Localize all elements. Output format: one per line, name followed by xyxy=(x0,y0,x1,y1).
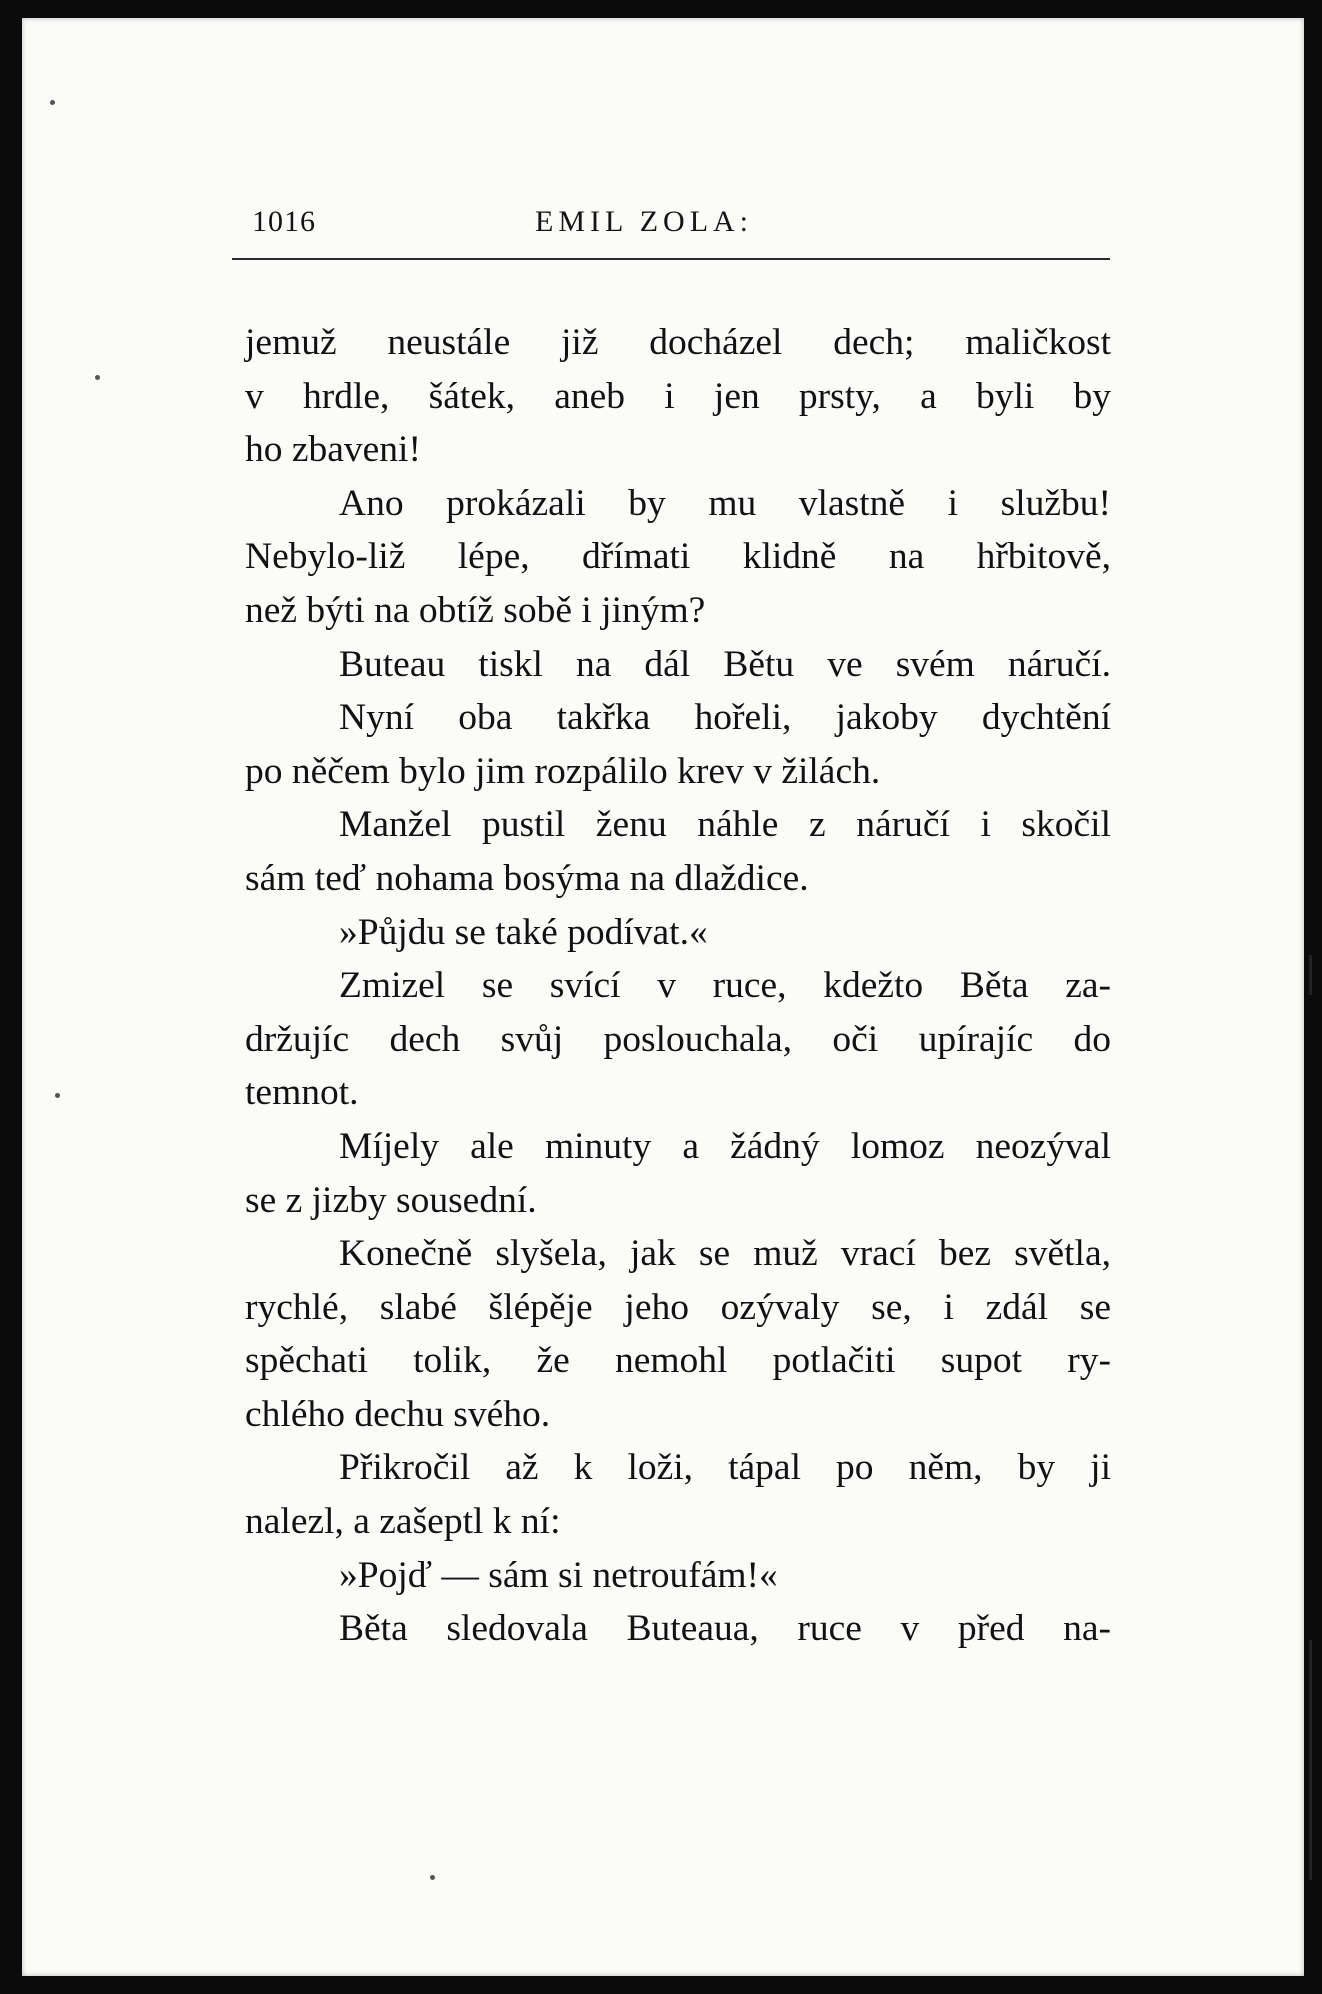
text-line: Ano prokázali by mu vlastně i službu! xyxy=(339,482,1111,524)
text-line: nalezl, a zašeptl k ní: xyxy=(245,1501,561,1543)
page-edge-mark xyxy=(1309,1640,1312,1880)
text-line: Buteau tiskl na dál Bětu ve svém náručí. xyxy=(339,643,1111,685)
text-line: se z jizby sousední. xyxy=(245,1179,537,1221)
text-line: Nyní oba takřka hořeli, jakoby dychtění xyxy=(339,697,1111,739)
page-header xyxy=(225,205,1110,245)
paper-speck xyxy=(430,1875,435,1880)
text-line: v hrdle, šátek, aneb i jen prsty, a byli by xyxy=(245,375,1111,417)
text-line: než býti na obtíž sobě i jiným? xyxy=(245,589,706,631)
text-line: ho zbaveni! xyxy=(245,429,421,471)
paper-speck xyxy=(95,375,100,380)
text-line: Zmizel se svící v ruce, kdežto Běta za- xyxy=(339,965,1111,1007)
text-line: »Pojď — sám si netroufám!« xyxy=(339,1554,778,1596)
body-text xyxy=(245,316,1111,1656)
text-line: Manžel pustil ženu náhle z náručí i skočil xyxy=(339,804,1111,846)
page-number: 1016 xyxy=(252,205,316,238)
text-line: Přikročil až k loži, tápal po něm, by ji xyxy=(339,1447,1111,1489)
paper-speck xyxy=(55,1093,60,1098)
text-line: temnot. xyxy=(245,1072,359,1114)
text-line: sám teď nohama bosýma na dlaždice. xyxy=(245,857,809,899)
text-line: jemuž neustále již docházel dech; maličkost xyxy=(245,322,1111,363)
paper-speck xyxy=(50,100,55,105)
text-line: držujíc dech svůj poslouchala, oči upírajíc do xyxy=(245,1018,1111,1060)
text-line: Míjely ale minuty a žádný lomoz neozýval xyxy=(339,1125,1111,1167)
text-line: po něčem bylo jim rozpálilo krev v žilách. xyxy=(245,750,881,792)
text-line: Nebylo-liž lépe, dřímati klidně na hřbitově, xyxy=(245,536,1111,578)
text-line: »Půjdu se také podívat.« xyxy=(339,911,708,953)
text-line: rychlé, slabé šlépěje jeho ozývaly se, i zdál se xyxy=(245,1286,1111,1328)
text-line: Běta sledovala Buteaua, ruce v před na- xyxy=(339,1608,1111,1650)
running-head: EMIL ZOLA: xyxy=(535,205,754,238)
text-line: chlého dechu svého. xyxy=(245,1393,551,1435)
page-edge-mark xyxy=(1309,955,1312,995)
header-rule xyxy=(232,258,1110,260)
text-line: spěchati tolik, že nemohl potlačiti supot ry- xyxy=(245,1340,1111,1382)
text-line: Konečně slyšela, jak se muž vrací bez světla, xyxy=(339,1233,1111,1275)
